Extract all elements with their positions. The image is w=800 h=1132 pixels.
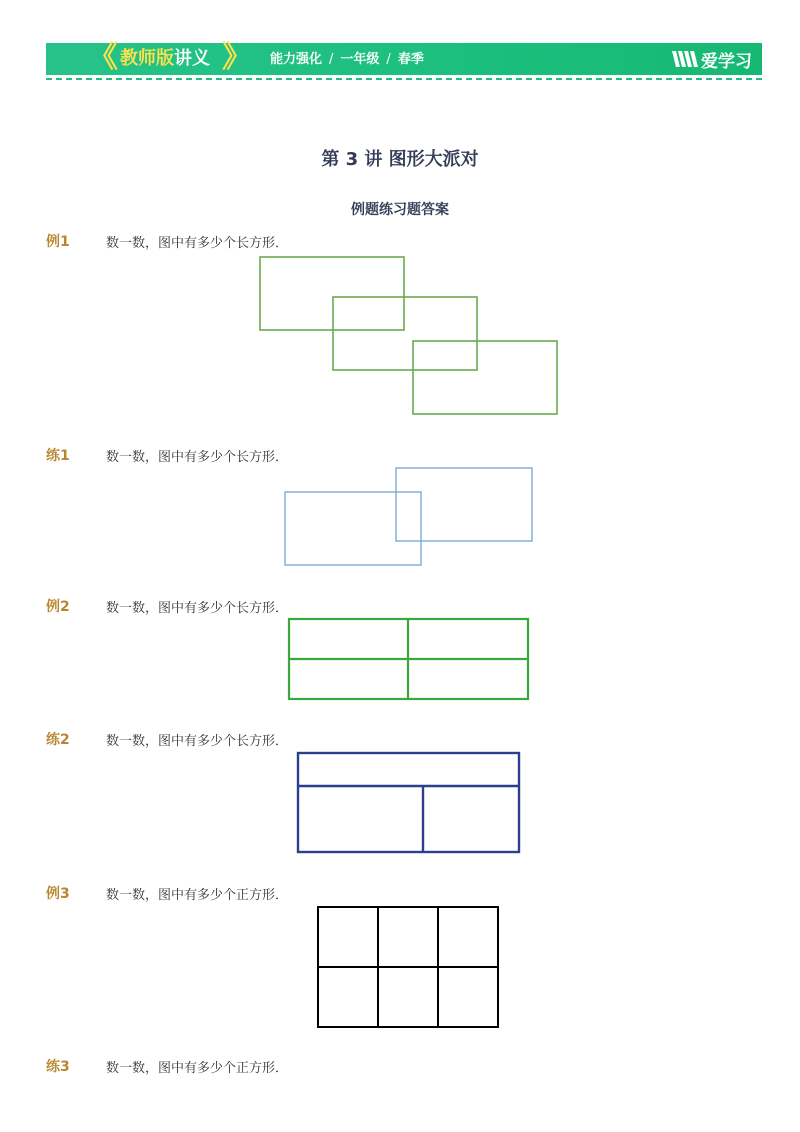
question-text-pr1: 数一数，图中有多少个长方形． xyxy=(106,450,289,465)
rectangle-5 xyxy=(285,492,421,565)
question-label-ex3: 例3 xyxy=(46,886,70,902)
question-text-ex2: 数一数，图中有多少个长方形． xyxy=(106,601,289,616)
double-chevron-left-icon: 《 xyxy=(88,40,112,75)
rectangle-3 xyxy=(413,341,557,414)
crumb-3: 春季 xyxy=(397,52,424,67)
question-label-ex2: 例2 xyxy=(46,599,70,615)
logo-text: 爱学习 xyxy=(701,51,752,72)
rectangle-4 xyxy=(396,468,532,541)
question-label-pr2: 练2 xyxy=(46,732,70,748)
question-text-ex1: 数一数，图中有多少个长方形． xyxy=(106,236,289,251)
crumb-1: 能力强化 xyxy=(270,52,323,67)
crumb-separator: / xyxy=(386,52,391,67)
page-title: 第 3 讲 图形大派对 xyxy=(321,149,479,170)
question-text-pr2: 数一数，图中有多少个长方形． xyxy=(106,734,289,749)
rectangle-1 xyxy=(260,257,404,330)
question-text-pr3: 数一数，图中有多少个正方形． xyxy=(106,1061,289,1076)
crumb-2: 一年级 xyxy=(340,52,380,67)
question-label-ex1: 例1 xyxy=(46,234,70,250)
double-chevron-right-icon: 》 xyxy=(222,40,246,75)
crumb-separator: / xyxy=(329,52,334,67)
question-label-pr1: 练1 xyxy=(46,448,70,464)
brand-part-2: 讲义 xyxy=(174,48,210,69)
question-text-ex3: 数一数，图中有多少个正方形． xyxy=(106,888,289,903)
frame-outer xyxy=(298,753,519,852)
page-subtitle: 例题练习题答案 xyxy=(351,202,449,218)
rectangle-2 xyxy=(333,297,477,370)
brand-part-1: 教师版 xyxy=(120,48,174,69)
question-label-pr3: 练3 xyxy=(46,1059,70,1075)
